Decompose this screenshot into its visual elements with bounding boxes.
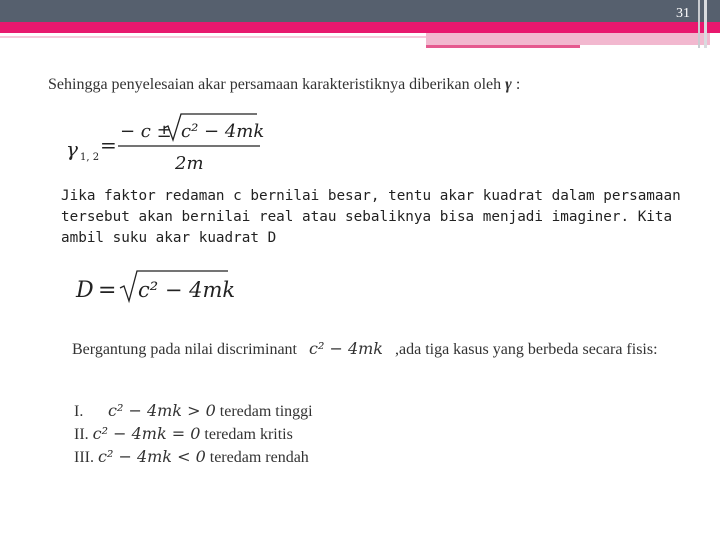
case-expr: c² − 4mk < 0 (97, 447, 206, 466)
accent-thin-line (0, 36, 426, 38)
discriminant-text (72, 338, 692, 360)
header-divider-1 (698, 0, 700, 48)
formula-d-lhs: D (76, 278, 94, 303)
header-divider-2 (704, 0, 707, 48)
cases-list (74, 400, 313, 469)
accent-underline (426, 45, 580, 48)
formula-roots-denominator: 2m (175, 153, 204, 174)
case-label: teredam tinggi (219, 403, 313, 420)
intro-colon: : (515, 76, 521, 93)
case-item (74, 446, 313, 469)
formula-discriminant (72, 266, 242, 306)
case-label: teredam rendah (209, 449, 309, 466)
gamma-symbol: γ (505, 76, 512, 93)
discriminant-after: ,ada tiga kasus yang berbeda secara fisis: (394, 341, 658, 358)
paragraph-text: Jika faktor redaman c bernilai besar, tentu akar kuadrat dalam persamaan tersebut akan bernilai real atau sebaliknya bisa menjadi imaginer. Kita ambil suku akar kuadrat D (61, 188, 681, 246)
header-bar (0, 0, 720, 22)
case-numeral: I. (74, 403, 84, 420)
accent-bar (0, 22, 720, 33)
case-expr: c² − 4mk = 0 (92, 424, 201, 443)
page-number: 31 (676, 6, 690, 21)
intro-text (48, 76, 520, 94)
intro-sentence: Sehingga penyelesaian akar persamaan karakteristiknya diberikan oleh (48, 76, 502, 93)
accent-light-bar (426, 33, 710, 45)
case-expr: c² − 4mk > 0 (108, 401, 216, 420)
case-label: teredam kritis (204, 426, 293, 443)
case-numeral: III. (74, 449, 94, 466)
formula-roots-radicand: c² − 4mk (181, 121, 265, 142)
formula-roots-lhs: γ (66, 137, 78, 161)
formula-roots-lhs-sub: 1, 2 (80, 152, 100, 163)
case-item (74, 400, 313, 423)
formula-roots (60, 110, 290, 176)
formula-roots-num-prefix: − c ± (120, 121, 172, 142)
case-item (74, 423, 313, 446)
case-numeral: II. (74, 426, 89, 443)
formula-d-radicand: c² − 4mk (138, 278, 236, 302)
formula-roots-equals: = (100, 133, 117, 157)
formula-d-equals: = (98, 278, 117, 303)
discriminant-before: Bergantung pada nilai discriminant (72, 341, 297, 358)
discriminant-expr: c² − 4mk (308, 339, 383, 358)
